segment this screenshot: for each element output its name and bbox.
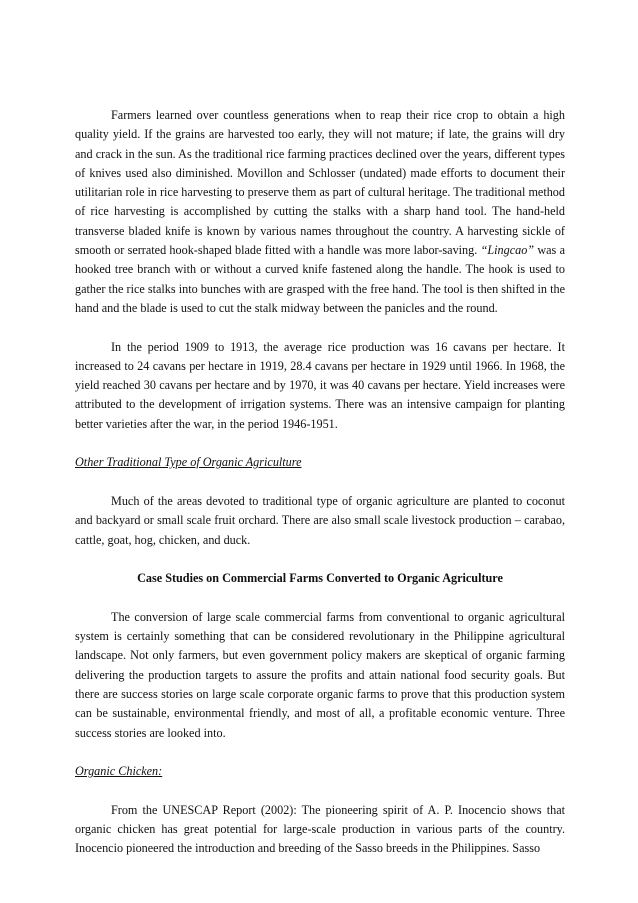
section-heading-organic-chicken: Organic Chicken: bbox=[75, 764, 163, 779]
paragraph-conversion: The conversion of large scale commercial farms from conventional to organic agricultural system is certainly something that can be considered revolutionary in the Philippine agricultural landscape. Not only farmers, but even government policy makers are skeptical of organic farming delivering the production targets to assure the profits and attain national food security goals. But there are success stories on large scale corporate organic farms to prove that this production system can be sustainable, environmental friendly, and most of all, a profitable economic venture. Three success stories are looked into. bbox=[75, 609, 565, 740]
document-page bbox=[75, 106, 565, 859]
paragraph-unescap-report: From the UNESCAP Report (2002): The pioneering spirit of A. P. Inocencio shows that organic chicken has great potential for large-scale production in various parts of the country. Inocencio pioneered the introduction and breeding of the Sasso breeds in the Philippines. Sasso bbox=[75, 802, 565, 856]
paragraph-rice-production: In the period 1909 to 1913, the average rice production was 16 cavans per hectare. It increased to 24 cavans per hectare in 1919, 28.4 cavans per hectare in 1929 until 1966. In 1968, the yield reached 30 cavans per hectare and by 1970, it was 40 cavans per hectare. Yield increases were attributed to the development of irrigation systems. There was an intensive campaign for planting better varieties after the war, in the period 1946-1951. bbox=[75, 339, 565, 431]
paragraph-text: Farmers learned over countless generations when to reap their rice crop to obtain a high quality yield. If the grains are harvested too early, they will not mature; if late, the grains will dry and crack in the sun. As the traditional rice farming practices declined over the years, different types of knives used also diminished. Movillon and Schlosser (undated) made efforts to document their utilitarian role in rice harvesting to preserve them as part of cultural heritage. The traditional method of rice harvesting is accomplished by cutting the stalks with a sharp hand tool. The hand-held transverse bladed knife is known by various names throughout the country. A harvesting sickle of smooth or serrated hook-shaped blade fitted with a handle was more labor-saving. bbox=[75, 108, 565, 258]
lingcao-term: “Lingcao” bbox=[480, 243, 535, 258]
paragraph-traditional-organic: Much of the areas devoted to traditional type of organic agriculture are planted to coconut and backyard or small scale fruit orchard. There are also small scale livestock production – carabao, cattle, goat, hog, chicken, and duck. bbox=[75, 493, 565, 547]
section-title-case-studies: Case Studies on Commercial Farms Converted to Organic Agriculture bbox=[137, 571, 503, 586]
section-heading-other-traditional: Other Traditional Type of Organic Agriculture bbox=[75, 455, 302, 470]
paragraph-rice-harvesting bbox=[75, 106, 565, 318]
paragraph-text: was a hooked tree branch with or without a curved knife fastened along the handle. The hook is used to gather the rice stalks into bunches with are grasped with the free hand. The tool is then shifted in the hand and the blade is used to cut the stalk midway between the panicles and the round. bbox=[75, 243, 565, 315]
